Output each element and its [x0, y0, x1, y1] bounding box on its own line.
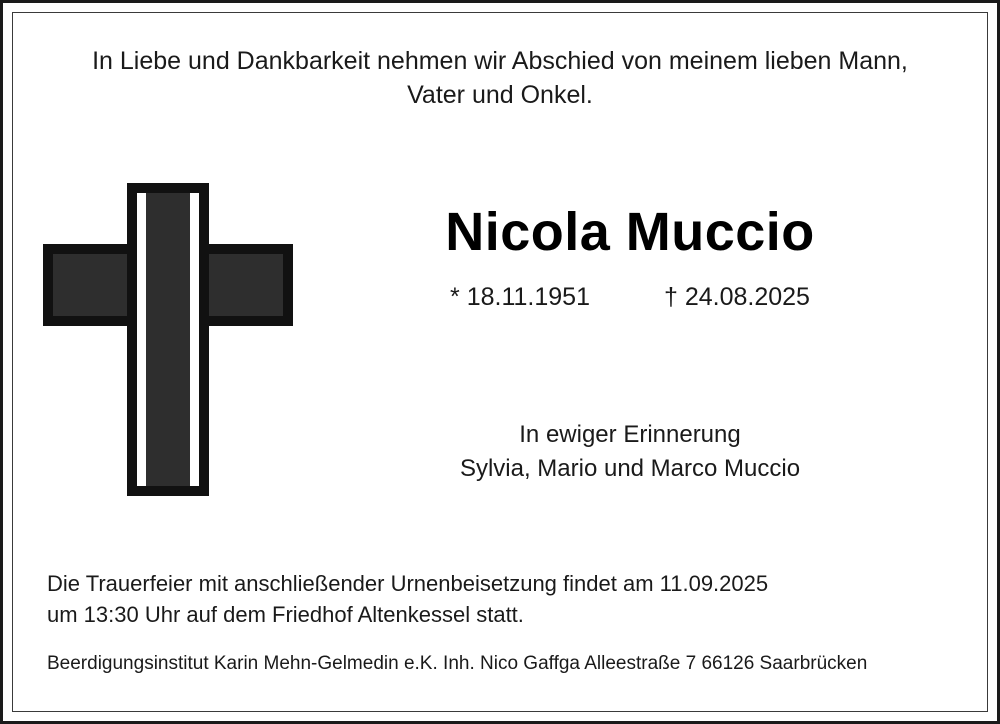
- intro-line-1: In Liebe und Dankbarkeit nehmen wir Abschied von meinem lieben Mann,: [92, 47, 908, 75]
- deceased-name: Nicola Muccio: [445, 202, 815, 262]
- intro-line-2: Vater und Onkel.: [407, 80, 593, 109]
- death-date: † 24.08.2025: [663, 283, 810, 311]
- cross-engraved-gap: [137, 193, 199, 486]
- intro-text: [43, 45, 957, 113]
- birth-date: * 18.11.1951: [450, 283, 590, 311]
- memory-line-2: Sylvia, Mario und Marco Muccio: [459, 454, 801, 482]
- ceremony-line-1: Die Trauerfeier mit anschließender Urnenbeisetzung findet am 11.09.2025: [47, 571, 769, 596]
- funeral-institute: Beerdigungsinstitut Karin Mehn-Gelmedin e.K. Inh. Nico Gaffga Alleestraße 7 66126 Saarbrücken: [47, 653, 868, 674]
- ceremony-details: [47, 569, 953, 631]
- cross-icon: [43, 183, 293, 513]
- life-dates: [303, 283, 957, 312]
- ceremony-line-2: um 13:30 Uhr auf dem Friedhof Altenkessel statt.: [47, 601, 524, 627]
- memory-text: [303, 418, 957, 485]
- memory-line-1: In ewiger Erinnerung: [519, 421, 741, 448]
